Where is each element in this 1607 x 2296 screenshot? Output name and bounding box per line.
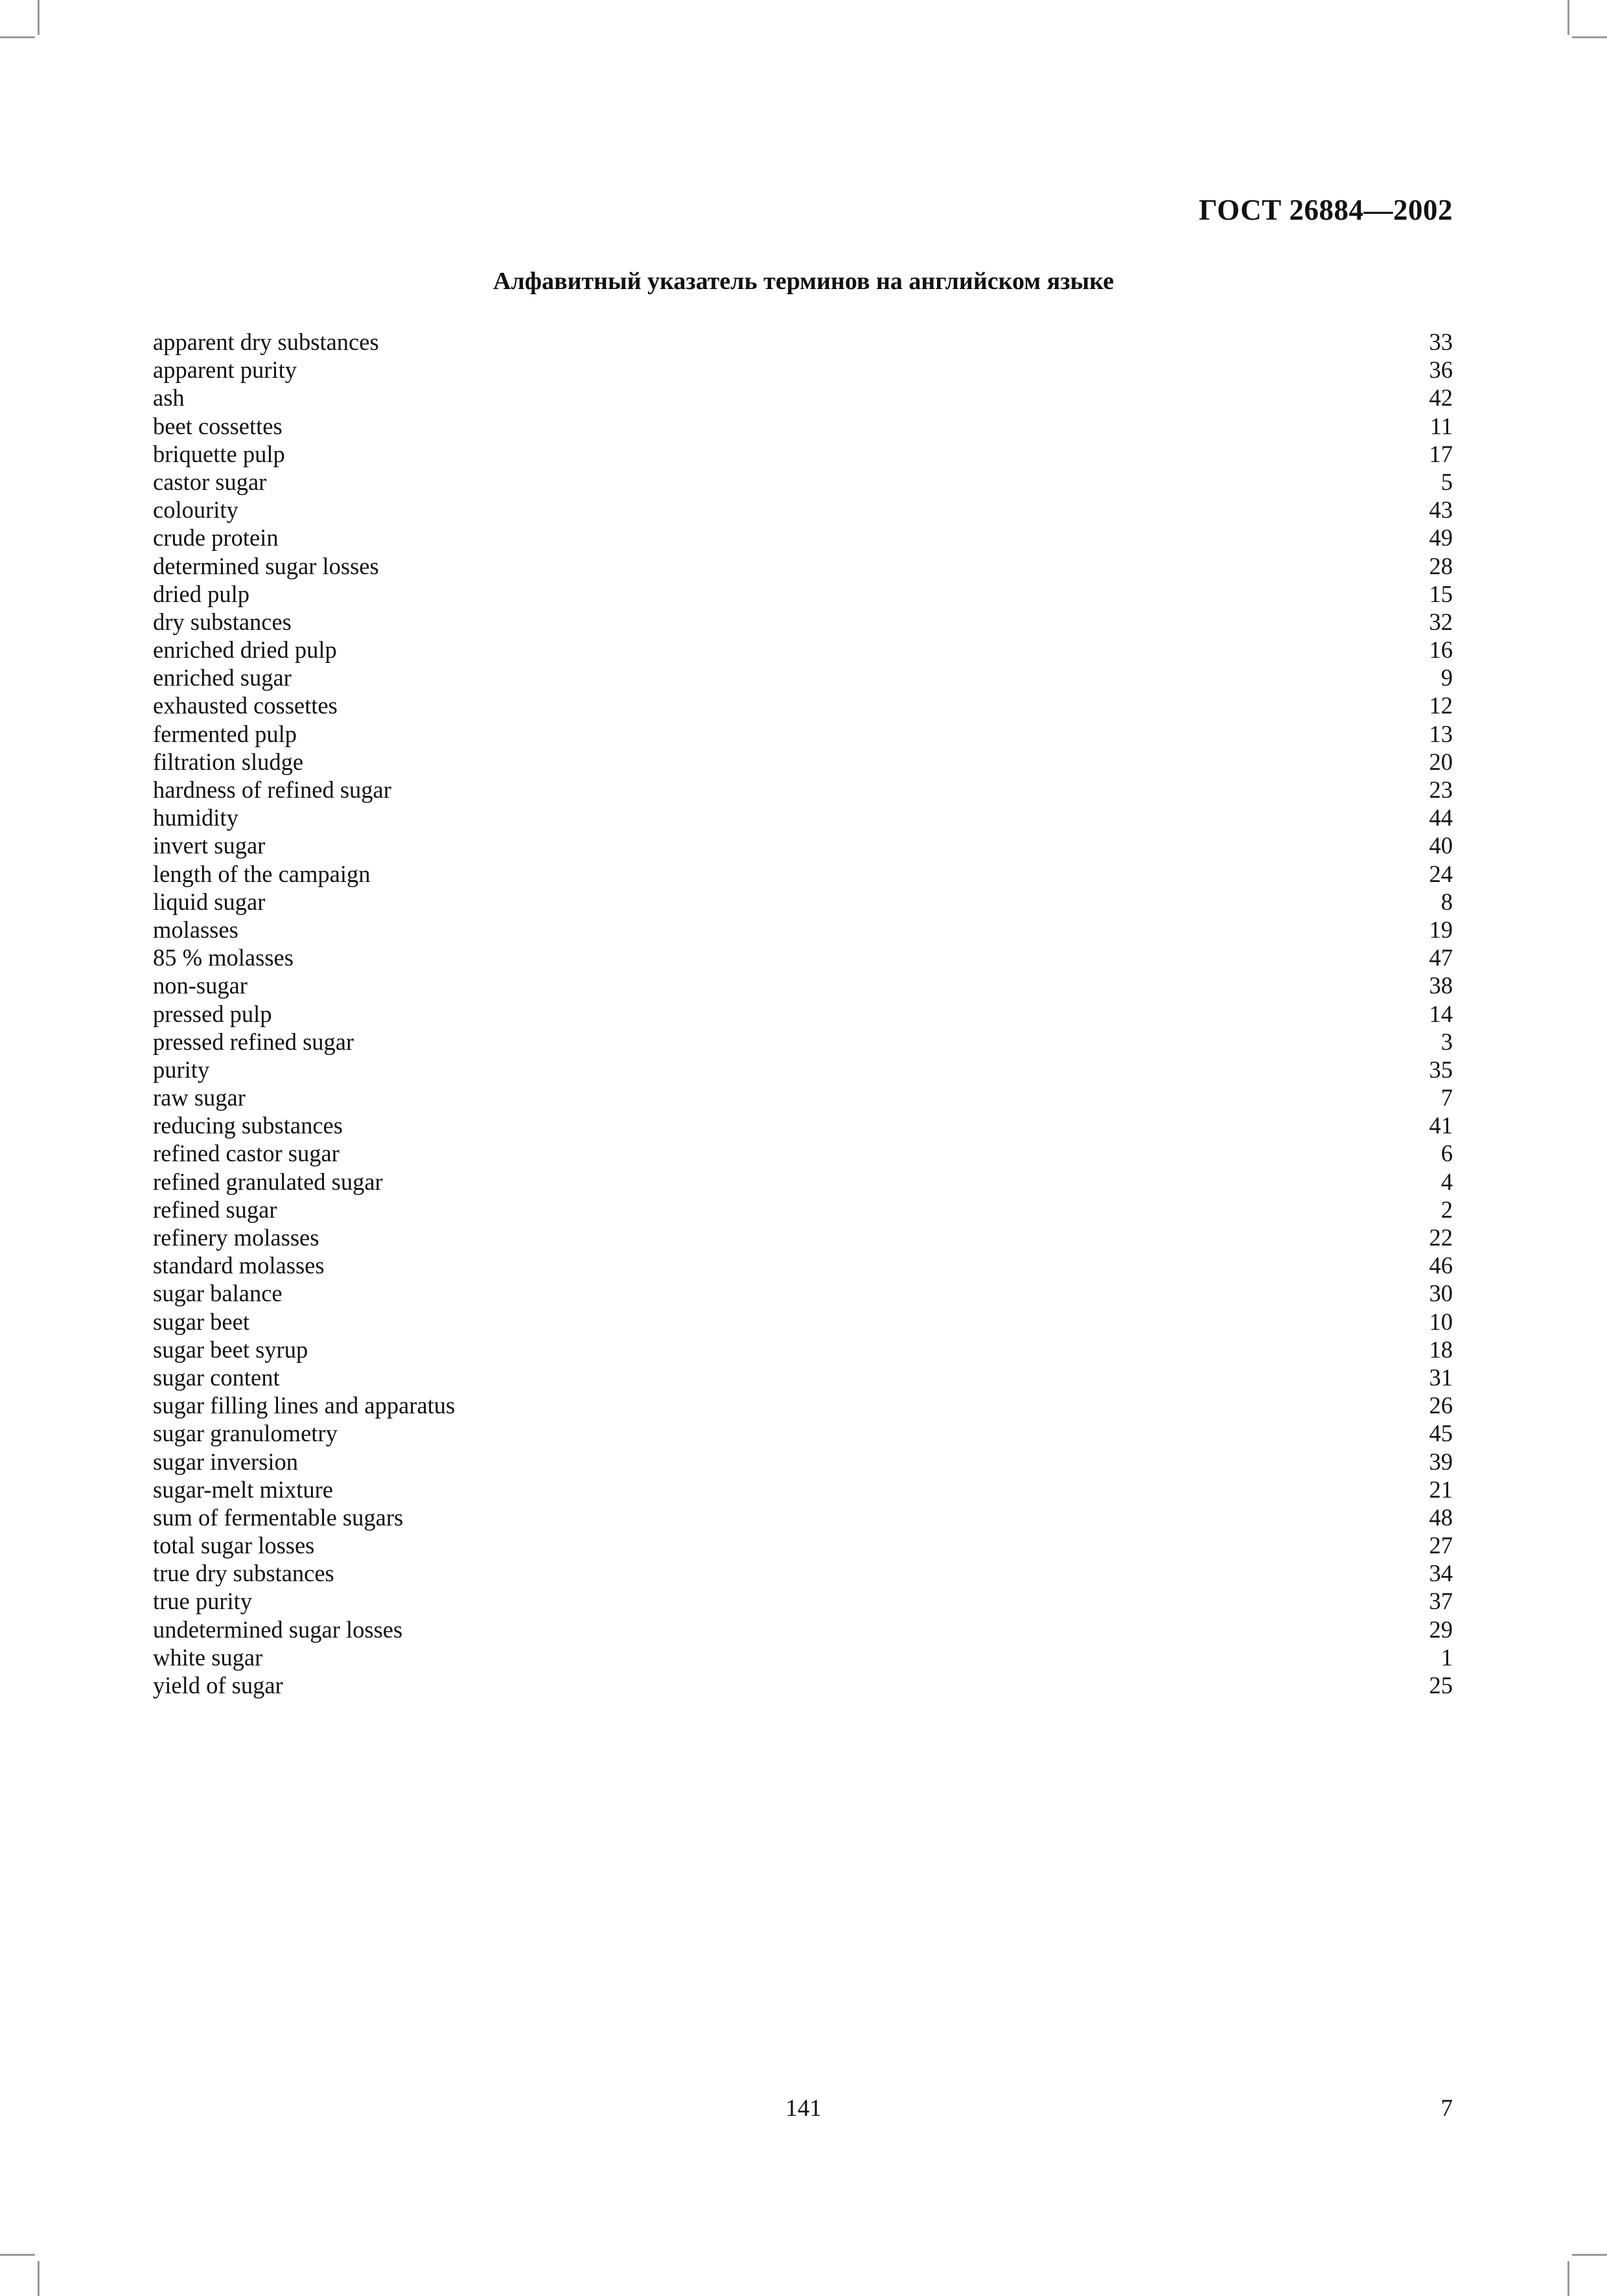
term-number: 17 bbox=[1429, 440, 1453, 467]
term-number: 48 bbox=[1429, 1503, 1453, 1531]
term-number: 43 bbox=[1429, 496, 1453, 524]
term-number: 42 bbox=[1429, 384, 1453, 412]
term-number: 36 bbox=[1429, 356, 1453, 384]
term-row bbox=[153, 804, 1453, 831]
term-number: 1 bbox=[1440, 1643, 1453, 1671]
term-name: total sugar losses bbox=[153, 1532, 315, 1559]
term-name: exhausted cossettes bbox=[153, 692, 338, 719]
term-row bbox=[153, 524, 1453, 551]
term-row bbox=[153, 1531, 1453, 1559]
term-row bbox=[153, 1056, 1453, 1084]
term-name: molasses bbox=[153, 916, 238, 943]
term-row bbox=[153, 608, 1453, 636]
term-row bbox=[153, 1391, 1453, 1419]
term-number: 18 bbox=[1429, 1336, 1453, 1363]
term-name: sum of fermentable sugars bbox=[153, 1503, 404, 1531]
page-number: 141 bbox=[785, 2095, 822, 2122]
term-row bbox=[153, 1363, 1453, 1391]
term-row bbox=[153, 1308, 1453, 1336]
term-row bbox=[153, 552, 1453, 580]
term-number: 49 bbox=[1429, 524, 1453, 551]
term-number: 20 bbox=[1429, 748, 1453, 775]
term-name: undetermined sugar losses bbox=[153, 1616, 403, 1643]
term-name: reducing substances bbox=[153, 1112, 343, 1139]
term-row bbox=[153, 776, 1453, 804]
index-title: Алфавитный указатель терминов на английском языке bbox=[493, 268, 1114, 295]
term-number: 26 bbox=[1429, 1392, 1453, 1419]
term-row bbox=[153, 1028, 1453, 1056]
term-number: 45 bbox=[1429, 1420, 1453, 1447]
term-number: 8 bbox=[1440, 888, 1453, 915]
term-name: sugar-melt mixture bbox=[153, 1476, 334, 1503]
term-number: 35 bbox=[1429, 1056, 1453, 1083]
term-name: sugar content bbox=[153, 1363, 280, 1391]
term-number: 29 bbox=[1429, 1616, 1453, 1643]
term-name: yield of sugar bbox=[153, 1672, 283, 1699]
term-number: 27 bbox=[1429, 1532, 1453, 1559]
term-number: 44 bbox=[1429, 804, 1453, 831]
term-number: 40 bbox=[1429, 832, 1453, 859]
term-row bbox=[153, 1671, 1453, 1699]
term-number: 2 bbox=[1440, 1196, 1453, 1223]
crop-mark-bottom-right-horizontal bbox=[1572, 2254, 1607, 2256]
term-name: sugar granulometry bbox=[153, 1420, 338, 1447]
term-row bbox=[153, 1476, 1453, 1503]
term-row bbox=[153, 1643, 1453, 1671]
term-name: standard molasses bbox=[153, 1252, 325, 1279]
term-name: hardness of refined sugar bbox=[153, 776, 391, 803]
term-name: refined castor sugar bbox=[153, 1140, 340, 1167]
term-row bbox=[153, 1251, 1453, 1279]
term-row bbox=[153, 860, 1453, 888]
term-number: 31 bbox=[1429, 1363, 1453, 1391]
term-number: 9 bbox=[1440, 664, 1453, 691]
term-name: ash bbox=[153, 384, 185, 412]
term-name: 85 % molasses bbox=[153, 944, 294, 971]
term-name: sugar balance bbox=[153, 1280, 283, 1307]
sheet-number: 7 bbox=[1440, 2095, 1453, 2122]
term-name: humidity bbox=[153, 804, 238, 831]
term-row bbox=[153, 831, 1453, 859]
term-row bbox=[153, 1503, 1453, 1531]
term-name: enriched sugar bbox=[153, 664, 292, 691]
term-number: 46 bbox=[1429, 1252, 1453, 1279]
term-row bbox=[153, 971, 1453, 999]
term-name: enriched dried pulp bbox=[153, 636, 337, 664]
term-number: 37 bbox=[1429, 1588, 1453, 1615]
term-row bbox=[153, 1223, 1453, 1251]
term-row bbox=[153, 384, 1453, 412]
term-number: 4 bbox=[1440, 1168, 1453, 1195]
term-name: sugar beet syrup bbox=[153, 1336, 308, 1363]
term-row bbox=[153, 720, 1453, 748]
term-row bbox=[153, 496, 1453, 524]
term-row bbox=[153, 944, 1453, 971]
term-number: 34 bbox=[1429, 1560, 1453, 1587]
term-row bbox=[153, 636, 1453, 664]
term-name: dry substances bbox=[153, 608, 292, 635]
term-name: colourity bbox=[153, 496, 238, 524]
term-number: 28 bbox=[1429, 552, 1453, 579]
term-name: liquid sugar bbox=[153, 888, 266, 915]
term-name: white sugar bbox=[153, 1643, 263, 1671]
term-row bbox=[153, 1139, 1453, 1167]
term-name: non-sugar bbox=[153, 972, 248, 999]
term-number: 12 bbox=[1429, 692, 1453, 719]
term-number: 14 bbox=[1429, 1000, 1453, 1027]
term-number: 11 bbox=[1429, 412, 1453, 439]
term-number: 5 bbox=[1440, 468, 1453, 495]
term-name: raw sugar bbox=[153, 1084, 246, 1111]
term-name: briquette pulp bbox=[153, 440, 285, 467]
crop-mark-top-right-horizontal bbox=[1572, 36, 1607, 38]
term-number: 23 bbox=[1429, 776, 1453, 803]
term-row bbox=[153, 1448, 1453, 1476]
term-number: 22 bbox=[1429, 1224, 1453, 1251]
term-name: sugar inversion bbox=[153, 1448, 299, 1475]
term-name: refined sugar bbox=[153, 1196, 277, 1223]
crop-mark-top-left-vertical bbox=[38, 0, 40, 35]
term-number: 47 bbox=[1429, 944, 1453, 971]
term-number: 30 bbox=[1429, 1280, 1453, 1307]
term-number: 39 bbox=[1429, 1448, 1453, 1475]
term-name: sugar filling lines and apparatus bbox=[153, 1392, 456, 1419]
term-number: 21 bbox=[1429, 1476, 1453, 1503]
term-name: castor sugar bbox=[153, 468, 267, 495]
term-number: 19 bbox=[1429, 916, 1453, 943]
term-number: 33 bbox=[1429, 329, 1453, 355]
document-code: ГОСТ 26884—2002 bbox=[1199, 194, 1453, 226]
term-row bbox=[153, 748, 1453, 776]
term-row bbox=[153, 1616, 1453, 1643]
term-row bbox=[153, 328, 1453, 356]
term-number: 3 bbox=[1440, 1028, 1453, 1055]
term-name: fermented pulp bbox=[153, 720, 297, 747]
term-row bbox=[153, 580, 1453, 608]
term-name: determined sugar losses bbox=[153, 552, 379, 579]
term-index-list bbox=[153, 328, 1453, 1699]
term-number: 13 bbox=[1429, 720, 1453, 747]
crop-mark-top-left-horizontal bbox=[0, 36, 35, 38]
term-row bbox=[153, 664, 1453, 691]
term-number: 41 bbox=[1429, 1112, 1453, 1139]
term-number: 24 bbox=[1429, 860, 1453, 887]
term-number: 10 bbox=[1429, 1308, 1453, 1335]
crop-mark-bottom-left-horizontal bbox=[0, 2254, 35, 2256]
term-name: filtration sludge bbox=[153, 748, 304, 775]
term-row bbox=[153, 1336, 1453, 1363]
term-name: sugar beet bbox=[153, 1308, 249, 1335]
term-name: purity bbox=[153, 1056, 210, 1083]
term-name: beet cossettes bbox=[153, 412, 283, 439]
term-row bbox=[153, 412, 1453, 440]
term-row bbox=[153, 468, 1453, 496]
term-row bbox=[153, 1196, 1453, 1223]
term-row bbox=[153, 1084, 1453, 1111]
term-row bbox=[153, 1000, 1453, 1028]
term-number: 15 bbox=[1429, 580, 1453, 607]
term-row bbox=[153, 1587, 1453, 1615]
crop-mark-bottom-right-vertical bbox=[1567, 2261, 1569, 2296]
term-number: 7 bbox=[1440, 1084, 1453, 1111]
term-row bbox=[153, 888, 1453, 916]
term-name: true purity bbox=[153, 1588, 253, 1615]
term-row bbox=[153, 1279, 1453, 1307]
term-name: refined granulated sugar bbox=[153, 1168, 383, 1195]
term-number: 16 bbox=[1429, 636, 1453, 664]
term-name: crude protein bbox=[153, 524, 279, 551]
term-name: apparent purity bbox=[153, 356, 297, 384]
term-row bbox=[153, 1168, 1453, 1196]
term-row bbox=[153, 691, 1453, 719]
term-row bbox=[153, 440, 1453, 468]
term-row bbox=[153, 356, 1453, 384]
term-row bbox=[153, 1559, 1453, 1587]
term-name: pressed pulp bbox=[153, 1000, 272, 1027]
term-name: invert sugar bbox=[153, 832, 266, 859]
term-name: dried pulp bbox=[153, 580, 250, 607]
crop-mark-top-right-vertical bbox=[1567, 0, 1569, 35]
term-row bbox=[153, 1419, 1453, 1447]
term-name: apparent dry substances bbox=[153, 329, 379, 355]
term-number: 6 bbox=[1440, 1140, 1453, 1167]
term-row bbox=[153, 916, 1453, 944]
term-number: 38 bbox=[1429, 972, 1453, 999]
term-name: length of the campaign bbox=[153, 860, 371, 887]
term-name: refinery molasses bbox=[153, 1224, 319, 1251]
term-number: 32 bbox=[1429, 608, 1453, 635]
term-name: pressed refined sugar bbox=[153, 1028, 354, 1055]
crop-mark-bottom-left-vertical bbox=[38, 2261, 40, 2296]
term-number: 25 bbox=[1429, 1672, 1453, 1699]
term-row bbox=[153, 1111, 1453, 1139]
term-name: true dry substances bbox=[153, 1560, 334, 1587]
